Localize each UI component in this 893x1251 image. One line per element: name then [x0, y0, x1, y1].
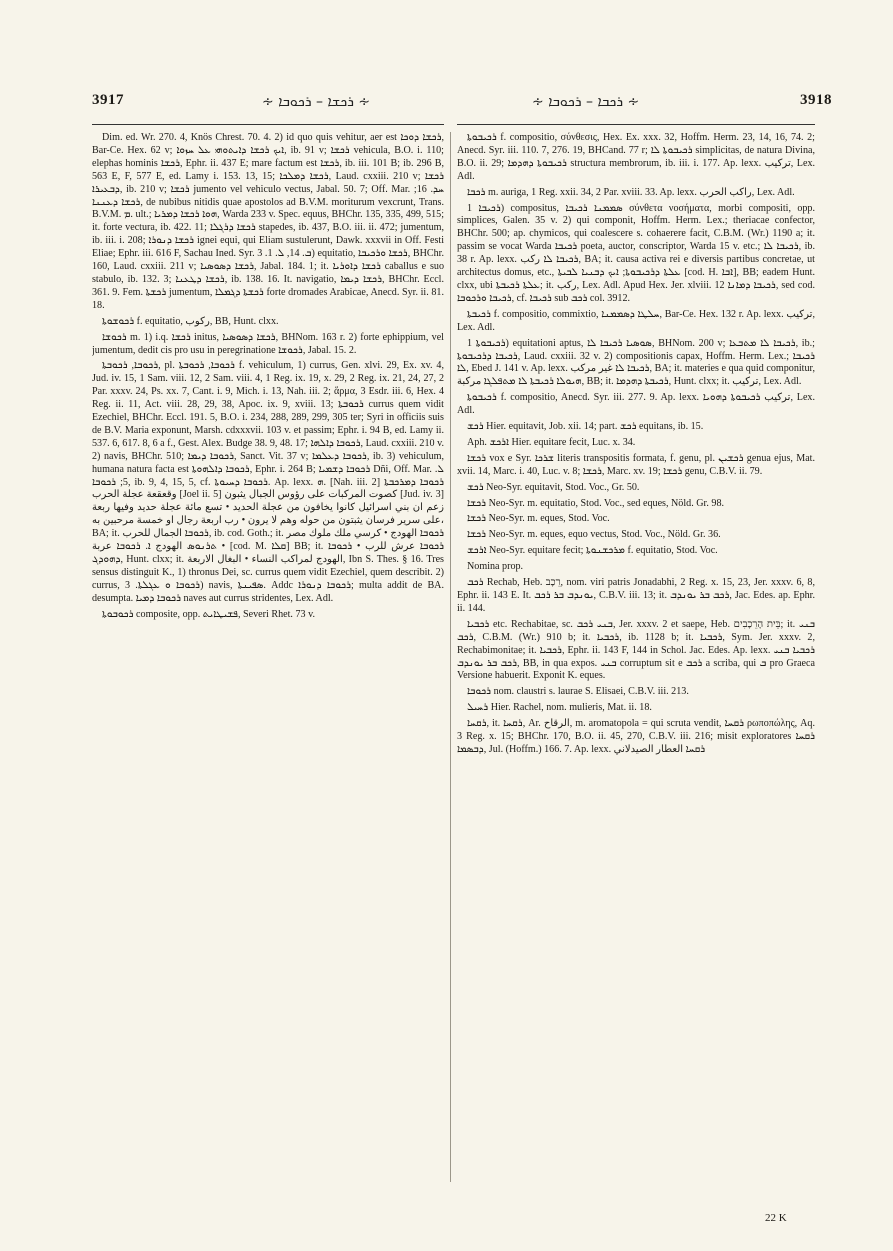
entry-paragraph: ܪܟܝܒܘܬܐ f. compositio, σύνθεσις, Hex. Ex. xxx. 32, Hoffm. Herm. 23, 14, 16, 74. 2; Anecd. Syr. iii. 110. 7, 276. 19, BHCand. 77 r; ܪܟܝܒܘܬܐ ܠܐ simplicitas, de natura Divina, B.O. ii. 29; ܪܟܝܒܘܬܐ ܕܗܕܡܐ structura membrorum, ib. iii. i. 177. Ap. lexx. تركيب, Lex. Adl. [457, 132, 815, 182]
entry-paragraph: ܪܟܝܒܬܐ f. compositio, commixtio, ܚܠܛܐ ܕܣܡܡܢܐ, Bar-Ce. Hex. 132 r. Ap. lexx. تركيب, Lex. Adl. [457, 308, 815, 333]
entry-paragraph: ܪܟܫ Neo-Syr. equitavit, Stod. Voc., Gr. 50. [467, 481, 640, 493]
entry-paragraph: Aph. ܐܪܟܫ Hier. equitare fecit, Luc. x. 34. [467, 436, 636, 448]
entry-paragraph: ܪܟܝܒܐ 1) compositus, ܣܡܡܢܐ ܪܟܝܒܐ σύνθετα νοσήματα, morbi compositi, opp. simplices, Galen. 35 v. 2) qui componit, Hoffm. Herm. Lex.; theriacae confector, BHChr. 500; ap. chymicos, qui coalescere s. cohaerere facit, C.B.M. (Wr.) 1190 a; it. passim se vocat Warda ܪܟܝܒܐ poeta, auctor, conscriptor, Warda 15 v. etc.; ܪܟܝܒܐ ܠܐ, ib. 38 r. Ap. lexx. ܪܟܝܒܐ ܠܐ ركب, BA; it. causa activa rei e diversis partibus concretae, ut architectus domus, etc., ܥܠܬܐ ܕܪܟܝܒܘܬܐ; ܐܝܟ ܕܒܢܝܐ ܠܒܝܬܐ [cod. H. ܐܒܐ], BB; eadem Hunt. clxx, ubi ܥܠܬܐ ܪܟܝܒܬܐ; it. ركب, Lex. Adl. Apud Hex. Jer. xlviii. 12 ܪܟܝܒܐ ܕܡܐܢܐ, sed cod. ܪܟܝܒܐ ܘܪܟܘܒܐ, cf. ܪܟܝܒܐ sub ܪܟܒ col. 3912. [457, 202, 815, 304]
left-page-number: 3917 [92, 92, 124, 108]
entry-paragraph: ܪܟܘܫܐ m. 1) i.q. ܪܟܫܐ initus, ܪܟܫܐ ܕܣܘܣܝܐ, BHNom. 163 r. 2) forte ephippium, vel jumentum, dedit cis pro usu in peregrinatione ܪܟܘܫܐ, Jabal. 15. 2. [92, 331, 444, 356]
entry-paragraph: ܐܪܟܫ Neo-Syr. equitare fecit; ܡܪܟܫܢܘܬܐ f. equitatio, Stod. Voc. [467, 545, 718, 557]
entry-paragraph: ܪܟܘܒܐ nom. claustri s. laurae S. Elisaei, C.B.V. iii. 213. [467, 686, 689, 698]
right-page-number: 3918 [800, 92, 832, 108]
entry-paragraph: ܪܟܝܒܘܬܐ f. compositio, Anecd. Syr. iii. 277. 9. Ap. lexx. تركيب ܪܟܝܒܘܬܐ ܕܗܘܝܐ, Lex. Adl. [457, 392, 815, 417]
entry-paragraph: ܪܟܒ Rechab, Heb. רֵכָב, nom. viri patris Jonadabhi, 2 Reg. x. 15, 23, Jer. xxxv. 6, 8, Ephr. ii. 143 E. It. ܝܘܢܕܒ ܒܪ ܪܟܒ, C.B.V. iii. 13; it. ܪܟܒ ܒܪ ܝܘܢܕܒ, Jac. Edes. ap. Ephr. ii. 144. [457, 577, 815, 614]
entry-paragraph: Dim. ed. Wr. 270. 4, Knös Chrest. 70. 4. 2) id quo quis vehitur, aer est ܪܟܫܐ ܕܘܟܐ, Bar-Ce. Hex. 62 v; ܐܝܟ ܪܟܫܐ ܕܐܝܬܘܗܝ ܥܠ ܚܙܘܐ, ib. 91 v; ܪܟܫܐ vehicula, B.O. i. 110; elephas hominis ܪܟܫܐ, Ephr. ii. 437 E; mare factum est ܪܟܫܐ, ib. iii. 101 B; ib. 296 B, 563 E, F, 577 E, ed. Lamy i. 153. 13, 15; ܪܟܫܐ ܕܡܠܟܐ, Laud. cxxiii. 210 v; ܪܟܫܐ ܕܒܥܝܪܐ, ib. 210 v; ܪܟܫܐ jumento vel vehiculo vectus, Jabal. 50. 7; Off. Mar. ܚܕ. 16; ܪܟܫܐ ܕܥܢܢܐ, de nubibus nitidis quae apostolos ad B.V.M. moriturum vexcrunt, Trans. B.V.M. ܡ. ult.; ܗܘܐ ܪܟܫܐ ܕܡܪܝܐ, Warda 233 v. Spec. equus, BHChr. 135, 335, 499, 515; it. forte vectura, ib. 422. 11; ܪܟܫܐ ܕܪܓܠܐ stapedes, ib. 437, B.O. iii. ii. 472; jumentum, ib. iii. i. 208; ܪܟܫܐ ܕܢܘܪܐ ignei equi, qui Eliam sustulerunt, Dawk. xxxvii in Off. Festi Eliae; Ephr. iii. 616 F, Sachau Ined. Syr. ܒ. 14, ܠ. 1. 3) equitatio, ܪܟܫܐ ܘܪܟܝܒܐ, BHChr. 160, Laud. cxxiii. 211 v; ܪܟܫܐ ܕܣܘܣܝܐ, Jabal. 184. 1; it. ܪܟܫܐ ܕܐܘܪܝܐ caballus e suo stabulo, ib. 132. 3; ܪܟܫܐ ܕܛܥܢܐ, ib. 138. 16. It. navigatio, ܪܟܫܐ ܕܝܡܐ, BHChr. Eccl. 361. 9. Fem. ܪܟܫܬܐ jumentum, ܪܟܫܬܐ ܕܓܡܠܐ forte dromades Arabicae, Anecd. Syr. ii. 81. 18. [92, 132, 444, 311]
entry-paragraph: ܪܟܝܒܘܬܐ 1) equitationi aptus, ܣܘܣܝܐ ܪܟܝܒܐ ܠܐ, BHNom. 200 v; ܪܟܝܒܐ ܠܐ ܡܬܒܥܐ, ib.; ܪܟܝܒܐ ܕܪܟܝܒܘܬܐ, Laud. cxxiii. 32 v. 2) compositionis capax, Hoffm. Herm. Lex.; ܪܟܝܒܐ ܠܐ, Ebed J. 141 v. Ap. lexx. ܪܟܝܒܐ ܠܐ غير مركب, BA; it. materies e qua quid componitur, ܗܝܘܠܐ ܪܟܝܒܬܐ ܠܐ ܡܬܦܠܓܐ مركبة, BB; it. ܪܟܝܒܬܐ ܕܗܕܡܐ, Hunt. clxx; it. تركيب, Lex. Adl. [457, 337, 815, 388]
entry-paragraph: ܪܟܘܒܐ, ܪܟܘܒܬܐ, pl. ܪܟܘܒܐ, ܪܟܘܒܬܐ f. vehiculum, 1) currus, Gen. xlvi. 29, Ex. xv. 4, Jud. iv. 15, 1 Sam. viii. 12, 2 Sam. viii. 4, 1 Reg. ix. 19, x. 29, 2 Reg. ix. 21, 24, 27, 2 Par. xxxv. 24, Ps. xx. 7, Cant. i. 9, Mich. i. 13, Nah. iii. 2; ἅρμα, 3 Esdr. iii. 6, Hex. 4 Reg. ii. 11, Act. viii. 28, 29, 38, Apoc. ix. 9, xviii. 13; ܪܟܘܒܬܐ currus quem vidit Ezechiel, BHChr. Eccl. 191. 5, B.O. i. 234, 288, 289, 299, 305 ter; Syri in officiis suis de B.V. Maria exponunt, Marsh. cdxxxvii. 103 v. et passim; Ephr. i. 94 B, ed. Lamy ii. 537. 6, 617. 8, 6 a f., Gest. Alex. Budge 38. 9, 48. 17; ܪܟܘܒܐ ܕܐܠܗܐ, Laud. cxxiii. 210 v. 2) navis, BHChr. 510; ܪܟܘܒܐ ܕܝܡܐ, Sanct. Vit. 37 v; ܪܟܘܒܐ ܕܥܠܡܐ, ib. 3) vehiculum, humana natura facta est ܪܟܘܒܐ ܕܐܠܗܘܬܐ, Ephr. i. 264 B; ܪܟܘܒܐ ܕܫܡܝܐ Dñi, Off. Mar. ܠ. 5; ܪܟܘܒܐ, ib. 9, 4, 15, 5, cf. ܪܟܘܒܐ ܕܚܝܘܬܐ. Ap. lexx. ܗ. [Nah. iii. 2] ܪܟܘܒܐ ܕܡܪܟܒܬܐ وقعقعة عجلة الحرب [Joel ii. 5] كصوت المركبات على رؤوس الجبال يثبون [Jud. iv. 3] زعم ان بني اسرائيل كانوا يخافون من عجلة الحديد • تسع مائة عجلة حديد وفيها ربعة على سرير فرسان يثبتون من حوله وهم لا يرون • رب اربعة رجال او خمسة مرحبين به، BA; it. ܪܟܘܒܐ الجمال للحرب, ib. cod. Goth.; it. ܪܟܘܒܐ الهودج • كرسي ملك ملوك مصر • ܬܪܢܘܣ الهودج ܐ. ܪܟܘܒܐ عربة [cod. M. ܩܠܐ] BB; it. ܪܟܘܒܐ عرش للرب • ܪܟܘܒܐ ܕܗܘܕܓ, Hunt. clxx; it. الهودج لمراكب النساء • البغال الاربعة, Ibn S. Thes. § 16. Tres sensus distinguit K., 1) thronus Dei, sc. currus quem vidit Ezechiel, quem describit. 2) currus, ܪܟܘܒܐ ܘ ܥܓܠܬܐ. 3) navis, ܣܦܝܢܬܐ. Addc ܪܟܘܒܐ ܕܢܘܪܐ; multa addit de BA. desumpta. ܪܟܘܒܐ ܕܡܝܐ naves aut currus stridentes, Lex. Adl. [92, 360, 444, 604]
left-running-head: ∻ ܪܟܫܐ – ܪܟܘܒܐ ∻ [262, 94, 371, 110]
right-running-head: ∻ ܪܟܒܐ – ܪܟܘܒܐ ∻ [532, 94, 640, 110]
signature-mark: 22 K [765, 1212, 787, 1224]
right-column [457, 132, 815, 1170]
entry-paragraph: ܪܟܫܐ Neo-Syr. m. eques, equo vectus, Stod. Voc., Nöld. Gr. 36. [467, 529, 721, 541]
entry-paragraph: ܪܟܒܝܐ etc. Rechabitae, sc. ܒܢܝ ܪܟܒ, Jer. xxxv. 2 et saepe, Heb. בֵּית הָרֵכָבִים; it. ܒܢܝ ܪܟܒ, C.B.M. (Wr.) 910 b; it. ܪܟܒܝܐ, ib. 1128 b; it. ܪܟܒܝܐ, Sym. Jer. xxxv. 2, Rechabimonitae; it. ܪܟܒܝܐ, Ephr. ii. 143 F, 144 in Schol. Jac. Edes. Ap. lexx. ܪܟܒܝܐ ܒܢܝ ܪܟܒ ܒܪ ܝܘܢܕܒ, BB, in qua expos. ܒܢܝ corruptum sit e ܪܟܒ a scriba, qui ܒ pro Graeca Versione habuerit. Exponit K. eques. [457, 618, 815, 682]
entry-paragraph: ܪܚܝܠ Hier. Rachel, nom. mulieris, Mat. ii. 18. [467, 702, 652, 714]
entry-paragraph: Nomina prop. [467, 561, 524, 573]
entry-paragraph: ܪܩܚܐ, it. ܪܩܚܐ, Ar. الرقاح, m. aromatopola = qui scruta vendit, ܪܩܚܐ ρωποπώλης, Aq. 3 Reg. x. 15; BHChr. 170, B.O. ii. 45, 270, C.B.V. iii. 216; misit exploratores ܪܩܚܐ ܕܒܣܡܐ, Jul. (Hoffm.) 166. 7. Ap. lexx. ܪܩܚܐ العطار الصيدلاني [457, 718, 815, 755]
entry-paragraph: ܪܟܫܐ Neo-Syr. m. eques, Stod. Voc. [467, 513, 610, 525]
running-header [0, 92, 893, 118]
entry-paragraph: ܪܟܘܒܘܬܐ composite, opp. ܦܫܝܛܐܝܬ, Severi Rhet. 73 v. [102, 608, 315, 620]
entry-paragraph: ܪܟܘܫܘܬܐ f. equitatio, ركوب, BB, Hunt. clxx. [102, 315, 279, 327]
column-divider [450, 132, 451, 1182]
entry-paragraph: ܪܟܒܐ m. auriga, 1 Reg. xxii. 34, 2 Par. xviii. 33. Ap. lexx. راكب الحرب, Lex. Adl. [467, 186, 795, 198]
header-rule-right [457, 124, 815, 125]
entry-paragraph: ܪܟܫܐ vox e Syr. ܫܪܟܐ literis transpositis formata, f. genu, pl. ܪܟܫܝܢ genua ejus, Mat. xvii. 14, Marc. i. 40, Luc. v. 8; ܪܟܫܐ, Marc. xv. 19; ܪܟܫܐ genu, C.B.V. ii. 79. [457, 452, 815, 477]
left-column [92, 132, 444, 1190]
entry-paragraph: ܪܟܫ Hier. equitavit, Job. xii. 14; part. ܪܟܫ equitans, ib. 15. [467, 421, 704, 433]
header-rule-left [92, 124, 444, 125]
entry-paragraph: ܪܟܫܐ Neo-Syr. m. equitatio, Stod. Voc., sed eques, Nöld. Gr. 98. [467, 497, 725, 509]
